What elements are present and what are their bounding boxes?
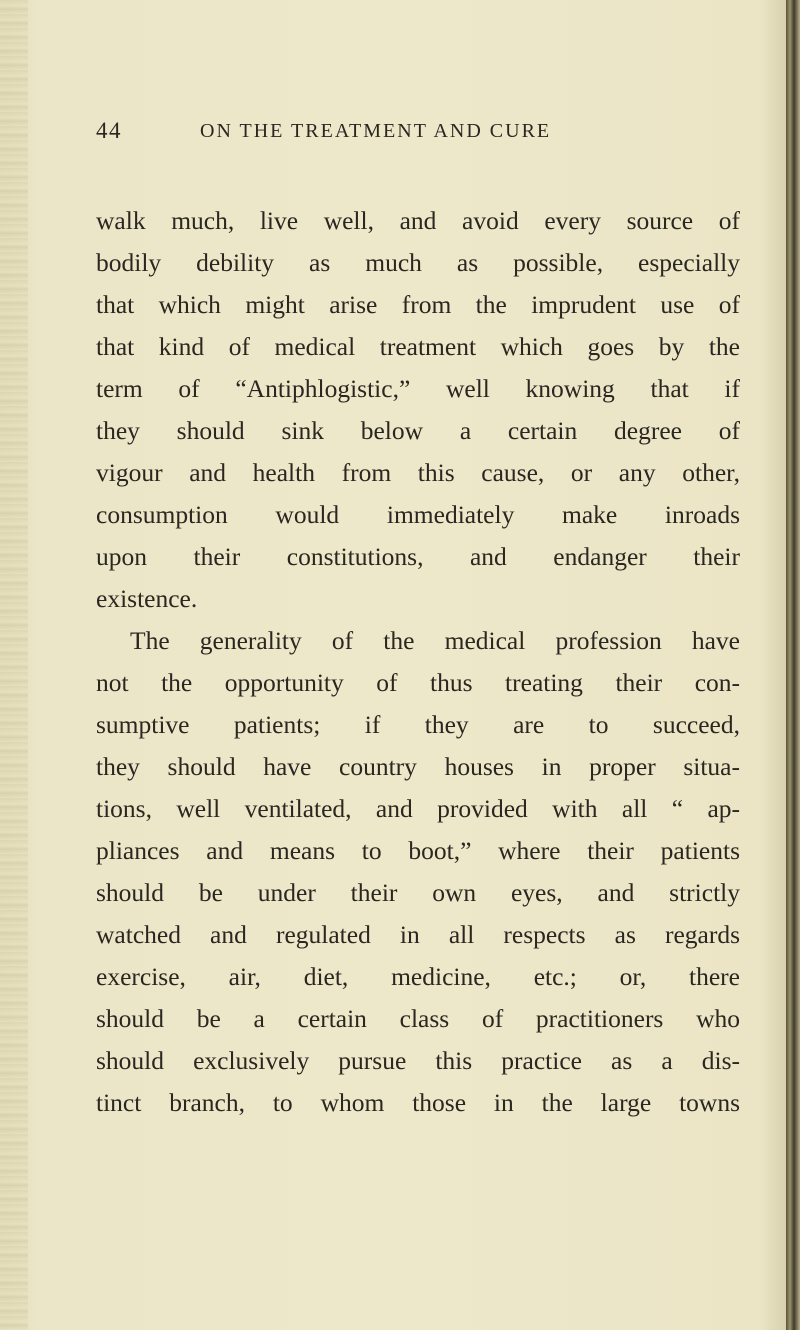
text-line: walk much, live well, and avoid every source of xyxy=(96,206,740,235)
text-line: should be under their own eyes, and strictly xyxy=(96,878,740,907)
text-line: exercise, air, diet, medicine, etc.; or, there xyxy=(96,962,740,991)
text-line: vigour and health from this cause, or any other, xyxy=(96,458,740,487)
text-line: term of “Antiphlogistic,” well knowing that if xyxy=(96,374,740,403)
page-number: 44 xyxy=(96,118,122,143)
text-line: existence. xyxy=(96,584,198,613)
text-line: they should sink below a certain degree of xyxy=(96,416,740,445)
text-line: watched and regulated in all respects as regards xyxy=(96,920,740,949)
page-header xyxy=(96,118,736,158)
body-text xyxy=(96,200,740,1124)
page-left-edge-shadow xyxy=(0,0,28,1330)
text-line: that which might arise from the imprudent use of xyxy=(96,290,740,319)
text-line: tinct branch, to whom those in the large towns xyxy=(96,1088,740,1117)
text-line: should exclusively pursue this practice as a dis- xyxy=(96,1046,740,1075)
text-line: sumptive patients; if they are to succeed, xyxy=(96,710,740,739)
text-line: not the opportunity of thus treating their con- xyxy=(96,668,740,697)
running-head: ON THE TREATMENT AND CURE xyxy=(200,120,552,142)
text-line: that kind of medical treatment which goes by the xyxy=(96,332,740,361)
text-line: bodily debility as much as possible, especially xyxy=(96,248,740,277)
paragraph-start-line: The generality of the medical profession have xyxy=(130,626,740,655)
text-line: tions, well ventilated, and provided with all “ ap- xyxy=(96,794,740,823)
text-line: consumption would immediately make inroads xyxy=(96,500,740,529)
book-spine-edge xyxy=(786,0,800,1330)
text-line: upon their constitutions, and endanger their xyxy=(96,542,740,571)
text-line: pliances and means to boot,” where their patients xyxy=(96,836,740,865)
text-line: should be a certain class of practitioners who xyxy=(96,1004,740,1033)
text-line: they should have country houses in proper situa- xyxy=(96,752,740,781)
